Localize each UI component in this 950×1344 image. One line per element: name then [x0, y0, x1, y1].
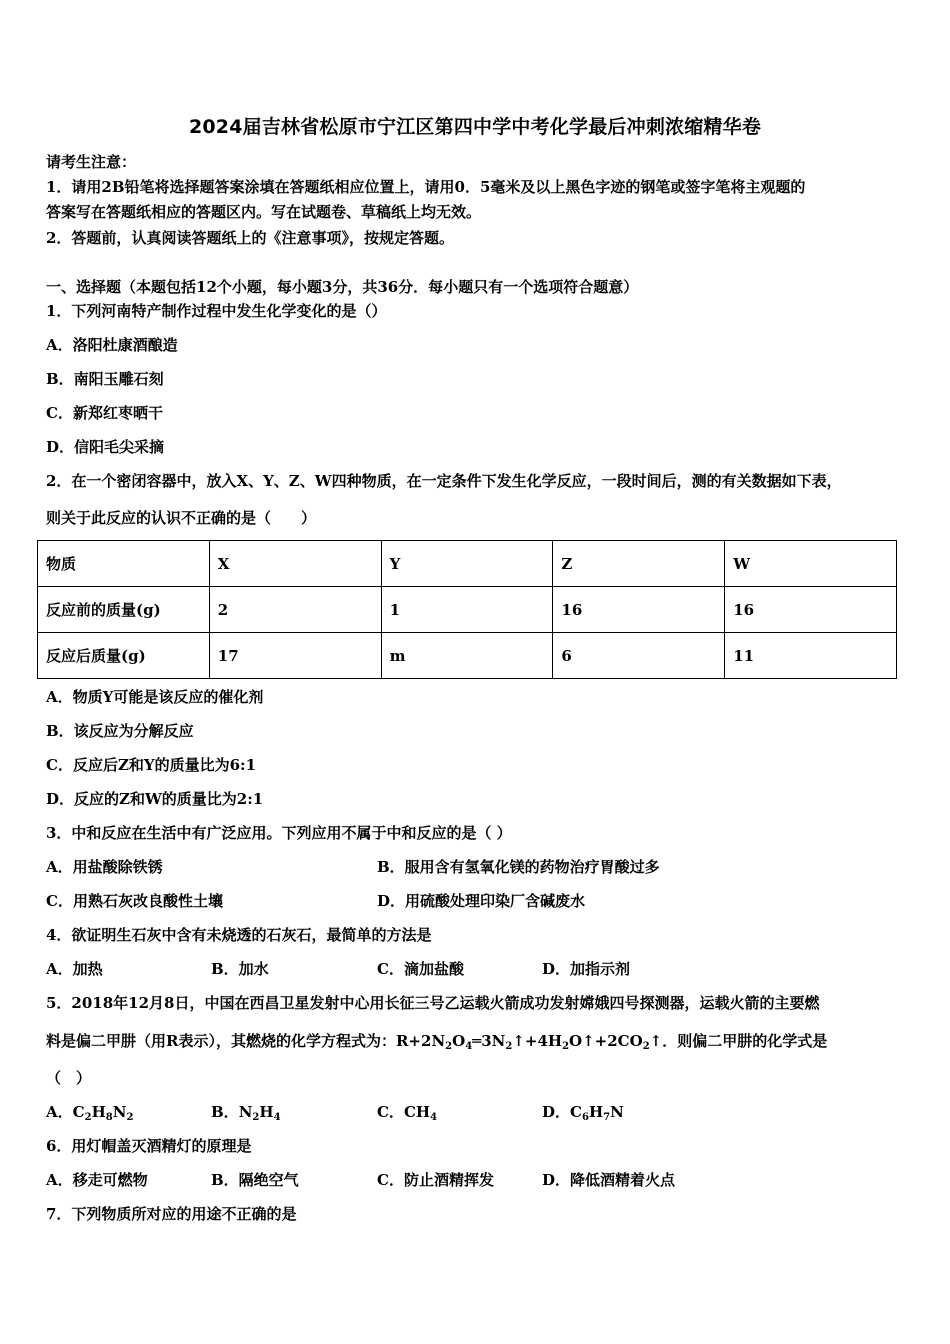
q6-option-c: C．防止酒精挥发 — [377, 1171, 494, 1189]
table-cell: 2 — [209, 587, 381, 633]
table-cell: Y — [381, 541, 553, 587]
table-cell: 反应后质量(g) — [38, 633, 210, 679]
table-cell: W — [725, 541, 897, 587]
notice-item-1-line-2: 答案写在答题纸相应的答题区内。写在试题卷、草稿纸上均无效。 — [46, 203, 482, 221]
q5-option-c-prefix: C． — [377, 1103, 404, 1121]
table-cell: X — [209, 541, 381, 587]
q6-option-d: D．降低酒精着火点 — [542, 1171, 676, 1189]
table-cell: 1 — [381, 587, 553, 633]
q2-option-a: A．物质Y可能是该反应的催化剂 — [46, 688, 264, 706]
section-header: 一、选择题（本题包括12个小题，每小题3分，共36分．每小题只有一个选项符合题意） — [46, 278, 639, 296]
q5-stem-line-3: （ ） — [46, 1069, 92, 1087]
table-cell: 16 — [725, 587, 897, 633]
table-row — [38, 633, 897, 679]
q4-stem: 4．欲证明生石灰中含有未烧透的石灰石，最简单的方法是 — [46, 926, 432, 944]
q6-stem: 6．用灯帽盖灭酒精灯的原理是 — [46, 1137, 252, 1155]
q2-stem-line-1: 2．在一个密闭容器中，放入X、Y、Z、W四种物质，在一定条件下发生化学反应，一段时间后，测的有关数据如下表， — [46, 472, 842, 490]
q4-option-b: B．加水 — [211, 960, 269, 978]
q5-option-d-prefix: D． — [542, 1103, 571, 1121]
q2-stem-line-2: 则关于此反应的认识不正确的是（ ） — [46, 509, 317, 527]
q5-stem-line-2-suffix: ．则偏二甲肼的化学式是 — [662, 1032, 828, 1050]
q4-option-d: D．加指示剂 — [542, 960, 631, 978]
page-title: 2024届吉林省松原市宁江区第四中学中考化学最后冲刺浓缩精华卷 — [188, 116, 762, 138]
q1-stem: 1．下列河南特产制作过程中发生化学变化的是（） — [46, 302, 387, 320]
q2-option-b: B．该反应为分解反应 — [46, 722, 194, 740]
q6-option-b: B．隔绝空气 — [211, 1171, 299, 1189]
table-cell: m — [381, 633, 553, 679]
table-cell: 16 — [553, 587, 725, 633]
q5-option-b: B．$N_2H_4$ — [211, 1103, 281, 1123]
q3-option-d: D．用硫酸处理印染厂含碱废水 — [377, 892, 586, 910]
q5-option-a: A．$C_2H_8N_2$ — [46, 1103, 134, 1123]
q5-option-a-prefix: A． — [46, 1103, 73, 1121]
q1-option-a: A．洛阳杜康酒酿造 — [46, 336, 178, 354]
q3-option-c: C．用熟石灰改良酸性土壤 — [46, 892, 223, 910]
table-cell: 6 — [553, 633, 725, 679]
q2-option-c: C．反应后Z和Y的质量比为6:1 — [46, 756, 257, 774]
q5-option-d: D．$C_6H_7N$ — [542, 1103, 624, 1123]
q3-option-a: A．用盐酸除铁锈 — [46, 858, 163, 876]
notice-heading: 请考生注意： — [46, 153, 137, 171]
notice-item-1-line-1: 1．请用2B铅笔将选择题答案涂填在答题纸相应位置上，请用0．5毫米及以上黑色字迹的钢笔或签字笔将主观题的 — [46, 178, 806, 196]
q1-option-d: D．信阳毛尖采摘 — [46, 438, 165, 456]
notice-item-2: 2．答题前，认真阅读答题纸上的《注意事项》，按规定答题。 — [46, 229, 454, 247]
q5-stem-line-1: 5．2018年12月8日，中国在西昌卫星发射中心用长征三号乙运载火箭成功发射嫦娥四号探测器，运载火箭的主要燃 — [46, 994, 820, 1012]
table-cell: Z — [553, 541, 725, 587]
table-header-row — [38, 541, 897, 587]
table-row — [38, 587, 897, 633]
q3-stem: 3．中和反应在生活中有广泛应用。下列应用不属于中和反应的是（ ） — [46, 824, 512, 842]
q3-option-b: B．服用含有氢氧化镁的药物治疗胃酸过多 — [377, 858, 660, 876]
q5-stem-line-2: 料是偏二甲肼（用R表示），其燃烧的化学方程式为：$R+2N_2O_4═3N_2↑+4H_2O↑+2CO_2↑$．则偏二甲肼的化学式是 — [46, 1032, 828, 1052]
q4-option-a: A．加热 — [46, 960, 103, 978]
q7-stem: 7．下列物质所对应的用途不正确的是 — [46, 1205, 297, 1223]
table-cell: 物质 — [38, 541, 210, 587]
q2-data-table — [37, 540, 897, 679]
q5-stem-line-2-prefix: 料是偏二甲肼（用R表示），其燃烧的化学方程式为：R+2N — [46, 1032, 446, 1050]
q5-option-c: C．$CH_4$ — [377, 1103, 438, 1123]
table-cell: 17 — [209, 633, 381, 679]
table-cell: 11 — [725, 633, 897, 679]
table-cell: 反应前的质量(g) — [38, 587, 210, 633]
q4-option-c: C．滴加盐酸 — [377, 960, 464, 978]
q1-option-b: B．南阳玉雕石刻 — [46, 370, 164, 388]
q2-option-d: D．反应的Z和W的质量比为2:1 — [46, 790, 264, 808]
q5-option-b-prefix: B． — [211, 1103, 239, 1121]
q6-option-a: A．移走可燃物 — [46, 1171, 148, 1189]
q1-option-c: C．新郑红枣晒干 — [46, 404, 163, 422]
